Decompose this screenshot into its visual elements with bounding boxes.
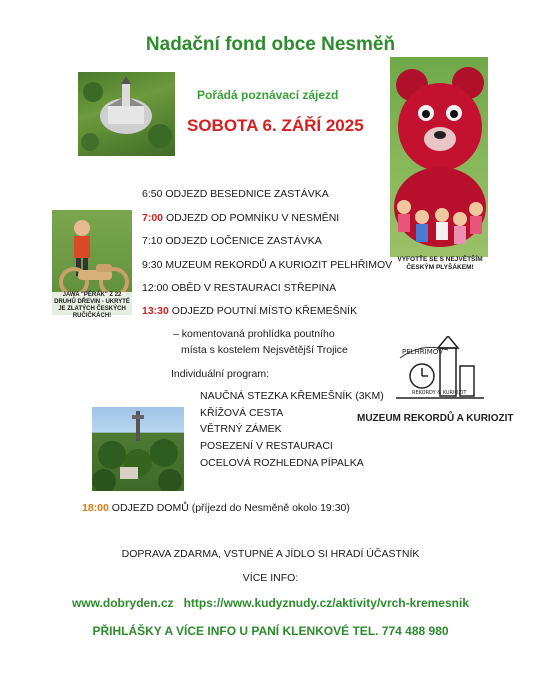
individual-heading: Individuální program:	[171, 368, 270, 380]
schedule-time: 6:50	[142, 188, 163, 200]
schedule-text: ODJEZD POUTNÍ MÍSTO KŘEMEŠNÍK	[171, 305, 358, 317]
museum-logo-tag: REKORDY & KURIOZIT	[412, 390, 467, 396]
individual-item: POSEZENÍ V RESTAURACI	[200, 440, 333, 452]
tour-line-1: – komentovaná prohlídka poutního	[173, 328, 335, 340]
schedule-text: ODJEZD OD POMNÍKU V NESMĚNI	[165, 212, 340, 224]
link-kudyznudy[interactable]: https://www.kudyznudy.cz/aktivity/vrch-kremesnik	[183, 596, 469, 610]
schedule-time: 13:30	[142, 305, 169, 317]
page-title: Nadační fond obce Nesměň	[145, 34, 396, 55]
schedule-item-1	[142, 188, 329, 200]
more-info-label: VÍCE INFO:	[242, 572, 299, 584]
schedule-time: 7:10	[142, 235, 163, 247]
schedule-time: 7:00	[142, 212, 164, 224]
schedule-text: ODJEZD BESEDNICE ZASTÁVKA	[165, 188, 329, 200]
schedule-item-4	[142, 259, 392, 271]
tour-line-2: místa s kostelem Nejsvětější Trojice	[181, 344, 348, 356]
individual-item: NAUČNÁ STEZKA KŘEMEŠNÍK (3KM)	[200, 390, 384, 402]
schedule-text: ODJEZD LOČENICE ZASTÁVKA	[165, 235, 322, 247]
museum-logo	[392, 336, 492, 410]
bear-caption: VYFOTŤE SE S NEJVĚTŠÍM ČESKÝM PLYŠÁKEM!	[397, 256, 483, 271]
church-aerial-photo	[78, 72, 175, 156]
schedule-time: 9:30	[142, 259, 163, 271]
motorcycle-caption: JAWA "PÉRÁK" Z 22 DRUHŮ DŘEVIN - UKRYTÉ JE ZLATÝCH ČESKÝCH RUČIČKÁCH!	[52, 292, 132, 320]
individual-item: KŘÍŽOVÁ CESTA	[200, 407, 284, 419]
schedule-text: MUZEUM REKORDŮ A KURIOZIT PELHŘIMOV	[165, 259, 393, 271]
return-time: 18:00	[82, 502, 109, 514]
individual-item: VĚTRNÝ ZÁMEK	[200, 423, 282, 435]
giant-teddy-bear-photo	[390, 57, 488, 257]
museum-logo-small: PELHŘIMOV	[402, 348, 443, 356]
schedule-text: OBĚD V RESTAURACI STŘEPINA	[171, 282, 337, 294]
registration-info: PŘIHLÁŠKY A VÍCE INFO U PANÍ KLENKOVÉ TEL. 774 488 980	[92, 624, 449, 638]
transport-info: DOPRAVA ZDARMA, VSTUPNÉ A JÍDLO SI HRADÍ ÚČASTNÍK	[121, 548, 420, 560]
museum-logo-text: MUZEUM REKORDŮ A KURIOZIT	[357, 413, 514, 424]
links-row	[0, 596, 541, 610]
schedule-item-5	[142, 282, 336, 294]
subtitle: Pořádá poznávací zájezd	[197, 88, 339, 102]
event-date: SOBOTA 6. ZÁŘÍ 2025	[187, 116, 364, 135]
schedule-item-3	[142, 235, 322, 247]
schedule-item-6	[142, 305, 357, 317]
return-text: ODJEZD DOMŮ (příjezd do Nesměně okolo 19:30)	[111, 502, 350, 514]
schedule-time: 12:00	[142, 282, 169, 294]
individual-item: OCELOVÁ ROZHLEDNA PÍPALKA	[200, 457, 364, 469]
return-line	[82, 502, 350, 514]
schedule-item-2	[142, 212, 339, 224]
link-dobryden[interactable]: www.dobryden.cz	[71, 596, 174, 610]
observation-tower-photo	[92, 407, 184, 491]
